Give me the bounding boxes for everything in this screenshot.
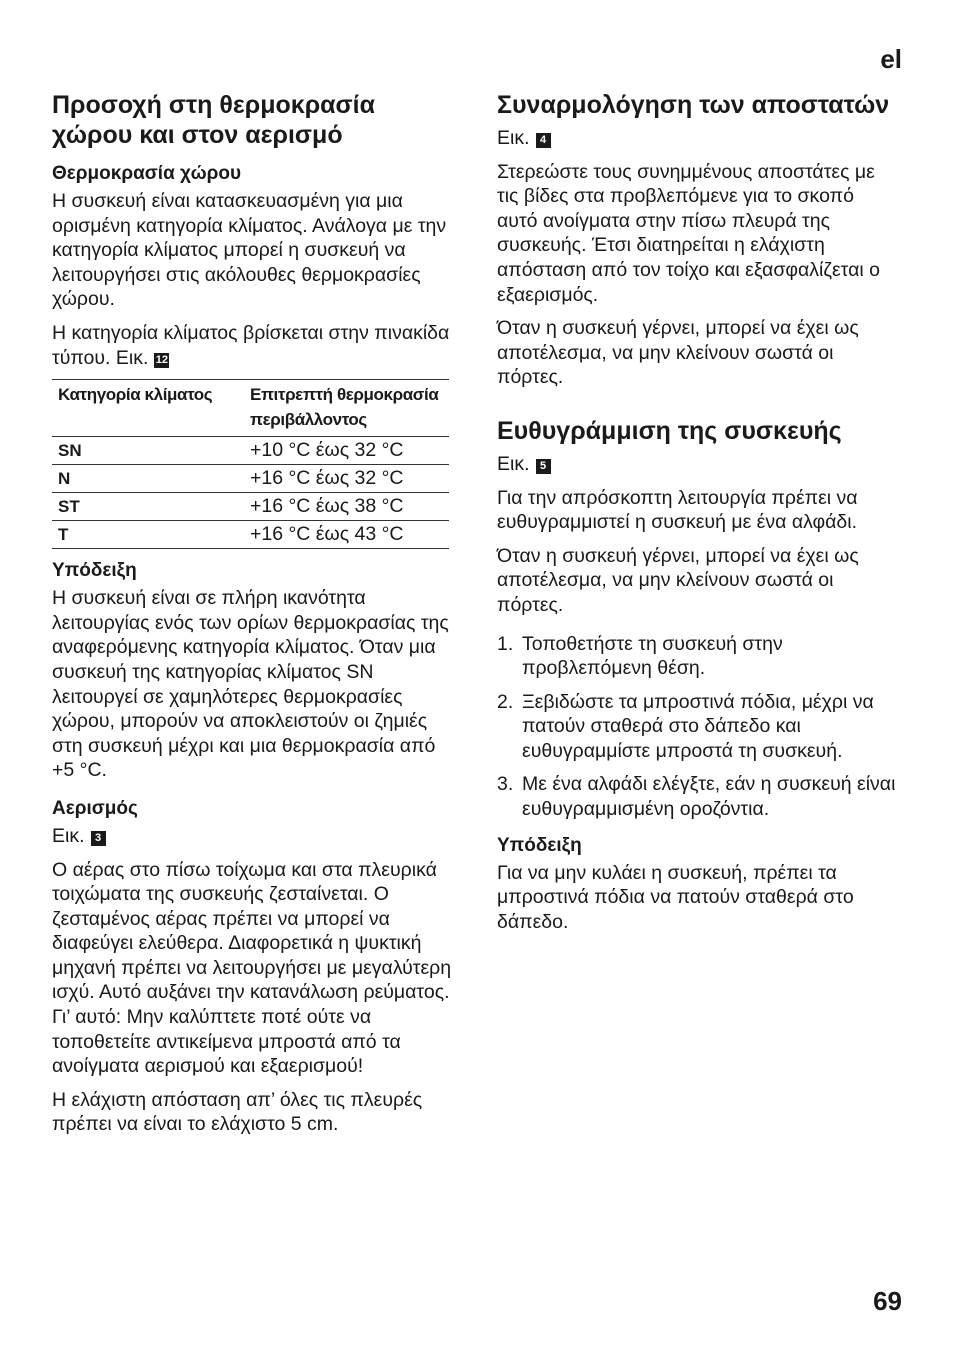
step-text: Τοποθετήστε τη συσκευή στην προβλεπόμενη θέση. xyxy=(522,632,783,680)
figure-ref-badge: 3 xyxy=(91,831,106,846)
subheading-room-temp: Θερμοκρασία χώρου xyxy=(52,163,242,184)
climate-class-table xyxy=(52,379,449,549)
step-number: 2. xyxy=(497,690,514,713)
table-header-row xyxy=(52,380,449,437)
list-item xyxy=(497,772,899,821)
table-row xyxy=(52,521,449,549)
paragraph-room-temp-2 xyxy=(52,321,454,370)
table-cell-range: +16 °C έως 32 °C xyxy=(244,465,449,493)
subheading-leveling-note: Υπόδειξη xyxy=(497,834,582,856)
table-header-class: Κατηγορία κλίματος xyxy=(52,380,244,437)
paragraph-ventilation-2: Η ελάχιστη απόσταση απ’ όλες τις πλευρές πρέπει να είναι το ελάχιστο 5 cm. xyxy=(52,1088,423,1136)
paragraph-leveling-2: Όταν η συσκευή γέρνει, μπορεί να έχει ως αποτέλεσμα, να μην κλείνουν σωστά οι πόρτες. xyxy=(497,544,859,616)
table-row xyxy=(52,493,449,521)
figure-ref-badge: 12 xyxy=(155,353,169,366)
table-cell-class: SN xyxy=(52,437,244,465)
paragraph-spacers-2: Όταν η συσκευή γέρνει, μπορεί να έχει ως αποτέλεσμα, να μην κλείνουν σωστά οι πόρτες. xyxy=(497,317,859,389)
figure-label: Εικ. xyxy=(497,452,530,475)
paragraph-leveling-note: Για να μην κυλάει η συσκευή, πρέπει τα μπροστινά πόδια να πατούν σταθερά στο δάπεδο. xyxy=(497,861,854,933)
table-cell-class: N xyxy=(52,465,244,493)
list-item xyxy=(497,690,899,764)
figure-ref-badge: 5 xyxy=(536,459,551,474)
step-text: Ξεβιδώστε τα μπροστινά πόδια, μέχρι να πατούν σταθερά στο δάπεδο και ευθυγραμμίστε μπροστά τη συσκευή. xyxy=(522,690,874,762)
step-number: 3. xyxy=(497,773,514,796)
right-column xyxy=(497,90,899,943)
figure-ref-badge: 4 xyxy=(536,133,551,148)
figure-ref-ventilation xyxy=(52,824,454,849)
subheading-note: Υπόδειξη xyxy=(52,560,137,582)
figure-label: Εικ. xyxy=(52,824,85,847)
step-number: 1. xyxy=(497,632,514,655)
table-cell-class: ST xyxy=(52,493,244,521)
paragraph-room-temp-1: Η συσκευή είναι κατασκευασμένη για μια ορισμένη κατηγορία κλίματος. Ανάλογα με την κατηγορία κλίματος μπορεί η συσκευή να λειτουργήσει στις ακόλουθες θερμοκρασίες χώρου. xyxy=(52,190,447,311)
language-label: el xyxy=(880,44,902,74)
figure-label: Εικ. xyxy=(497,127,530,149)
table-cell-class: T xyxy=(52,521,244,549)
table-cell-range: +10 °C έως 32 °C xyxy=(244,437,449,465)
paragraph-leveling-1: Για την απρόσκοπτη λειτουργία πρέπει να ευθυγραμμιστεί η συσκευή με ένα αλφάδι. xyxy=(497,486,858,534)
step-text: Με ένα αλφάδι ελέγξτε, εάν η συσκευή είναι ευθυγραμμισμένη οροζόντια. xyxy=(522,773,896,821)
leveling-steps-list xyxy=(497,632,899,822)
paragraph-ventilation-1: Ο αέρας στο πίσω τοίχωμα και στα πλευρικά τοιχώματα της συσκευής ζεσταίνεται. Ο ζεσταμένος αέρας πρέπει να μπορεί να διαφεύγει ελεύθερα. Διαφορετικά η ψυκτική μηχανή πρέπει να λειτουργήσει με μεγαλύτερη ισχύ. Αυτό αυξάνει την κατανάλωση ρεύματος. Γι’ αυτό: Μην καλύπτετε ποτέ ούτε να τοποθετείτε αντικείμενα μπροστά από τα ανοίγματα αερισμού και εξαερισμού! xyxy=(52,858,452,1078)
figure-ref-spacers xyxy=(497,126,899,151)
section-title-room-temperature: Προσοχή στη θερμοκρασία χώρου και στον αερισμό xyxy=(52,91,375,149)
paragraph-note: Η συσκευή είναι σε πλήρη ικανότητα λειτουργίας ενός των ορίων θερμοκρασίας της αναφερόμενης κατηγορία κλίματος. Όταν μια συσκευή της κατηγορίας κλίματος SN λειτουργεί σε χαμηλότερες θερμοκρασίες χώρου, μπορούν να αποκλειστούν οι ζημιές στη συσκευή μέχρι και μια θερμοκρασία από +5 °C. xyxy=(52,587,449,782)
figure-ref-leveling xyxy=(497,452,899,477)
subheading-ventilation: Αερισμός xyxy=(52,797,138,819)
section-title-spacers: Συναρμολόγηση των αποστατών xyxy=(497,91,890,119)
paragraph-room-temp-2-text: Η κατηγορία κλίματος βρίσκεται στην πινακίδα τύπου. Εικ. xyxy=(52,321,450,369)
paragraph-spacers-1: Στερεώστε τους συνημμένους αποστάτες με τις βίδες στα προβλεπόμενε για το σκοπό αυτό ανοίγματα στην πίσω πλευρά της συσκευής. Έτσι διατηρείται η ελάχιστη απόσταση από τον τοίχο και εξασφαλίζεται ο εξαερισμός. xyxy=(497,160,880,306)
section-title-leveling: Ευθυγράμμιση της συσκευής xyxy=(497,416,842,445)
table-row xyxy=(52,437,449,465)
table-cell-range: +16 °C έως 38 °C xyxy=(244,493,449,521)
table-row xyxy=(52,465,449,493)
table-cell-range: +16 °C έως 43 °C xyxy=(244,521,449,549)
table-header-temperature: Επιτρεπτή θερμοκρασία περιβάλλοντος xyxy=(244,380,449,437)
list-item xyxy=(497,632,899,681)
page-number: 69 xyxy=(873,1286,902,1316)
left-column xyxy=(52,90,454,1146)
